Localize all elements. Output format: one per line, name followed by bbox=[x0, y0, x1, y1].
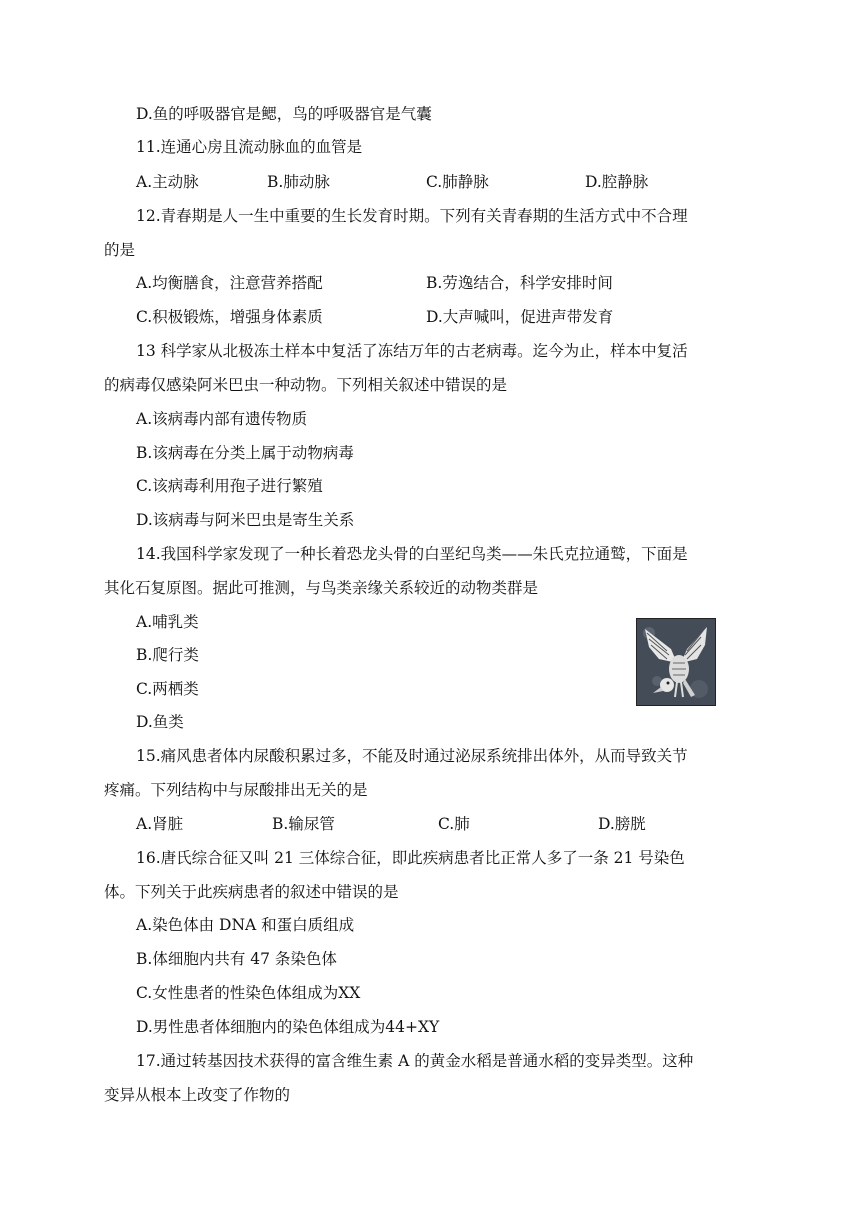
fossil-bird-image bbox=[636, 618, 716, 706]
q14-stem-line1: 14.我国科学家发现了一种长着恐龙头骨的白垩纪鸟类——朱氏克拉通鹫，下面是 bbox=[136, 545, 688, 563]
q16-stem-line2: 体。下列关于此疾病患者的叙述中错误的是 bbox=[104, 883, 399, 901]
q14-option-c: C.两栖类 bbox=[136, 680, 199, 698]
q12-option-d: D.大声喊叫，促进声带发育 bbox=[426, 308, 614, 326]
q15-option-c: C.肺 bbox=[438, 815, 470, 833]
q13-option-a: A.该病毒内部有遗传物质 bbox=[136, 410, 308, 428]
q15-stem-line2: 疼痛。下列结构中与尿酸排出无关的是 bbox=[104, 781, 368, 799]
q14-option-b: B.爬行类 bbox=[136, 646, 199, 664]
q11-option-a: A.主动脉 bbox=[136, 173, 199, 191]
q14-stem-line2: 其化石复原图。据此可推测，与鸟类亲缘关系较近的动物类群是 bbox=[104, 579, 539, 597]
q14-option-d: D.鱼类 bbox=[136, 713, 184, 731]
q12-option-a: A.均衡膳食，注意营养搭配 bbox=[136, 274, 323, 292]
q15-option-d: D.膀胱 bbox=[598, 815, 646, 833]
q16-option-a: A.染色体由 DNA 和蛋白质组成 bbox=[136, 916, 355, 934]
q13-option-b: B.该病毒在分类上属于动物病毒 bbox=[136, 444, 354, 462]
q11-stem: 11.连通心房且流动脉血的血管是 bbox=[136, 138, 363, 156]
q10-option-d: D.鱼的呼吸器官是鳃，鸟的呼吸器官是气囊 bbox=[136, 105, 432, 123]
q13-option-d: D.该病毒与阿米巴虫是寄生关系 bbox=[136, 511, 355, 529]
q12-stem-line2: 的是 bbox=[104, 241, 136, 259]
q16-stem-line1: 16.唐氏综合征又叫 21 三体综合征，即此疾病患者比正常人多了一条 21 号染色 bbox=[136, 849, 685, 867]
q17-stem-line2: 变异从根本上改变了作物的 bbox=[104, 1086, 291, 1104]
q12-stem-line1: 12.青春期是人一生中重要的生长发育时期。下列有关青春期的生活方式中不合理 bbox=[136, 207, 688, 225]
q13-option-c: C.该病毒利用孢子进行繁殖 bbox=[136, 477, 323, 495]
q11-option-b: B.肺动脉 bbox=[267, 173, 330, 191]
q13-stem-line2: 的病毒仅感染阿米巴虫一种动物。下列相关叙述中错误的是 bbox=[104, 376, 508, 394]
q16-option-c: C.女性患者的性染色体组成为XX bbox=[136, 984, 361, 1002]
q11-option-d: D.腔静脉 bbox=[585, 173, 649, 191]
fossil-bird-illustration bbox=[637, 619, 715, 705]
q16-option-b: B.体细胞内共有 47 条染色体 bbox=[136, 950, 337, 968]
q14-option-a: A.哺乳类 bbox=[136, 613, 199, 631]
q13-stem-line1: 13 科学家从北极冻土样本中复活了冻结万年的古老病毒。迄今为止，样本中复活 bbox=[136, 342, 688, 360]
q15-stem-line1: 15.痛风患者体内尿酸积累过多，不能及时通过泌尿系统排出体外，从而导致关节 bbox=[136, 747, 688, 765]
q15-option-b: B.输尿管 bbox=[272, 815, 335, 833]
q16-option-d: D.男性患者体细胞内的染色体组成为44+XY bbox=[136, 1018, 440, 1036]
q17-stem-line1: 17.通过转基因技术获得的富含维生素 A 的黄金水稻是普通水稻的变异类型。这种 bbox=[136, 1052, 694, 1070]
q12-option-b: B.劳逸结合，科学安排时间 bbox=[426, 274, 613, 292]
q12-option-c: C.积极锻炼，增强身体素质 bbox=[136, 308, 323, 326]
q11-option-c: C.肺静脉 bbox=[426, 173, 489, 191]
q15-option-a: A.肾脏 bbox=[136, 815, 184, 833]
